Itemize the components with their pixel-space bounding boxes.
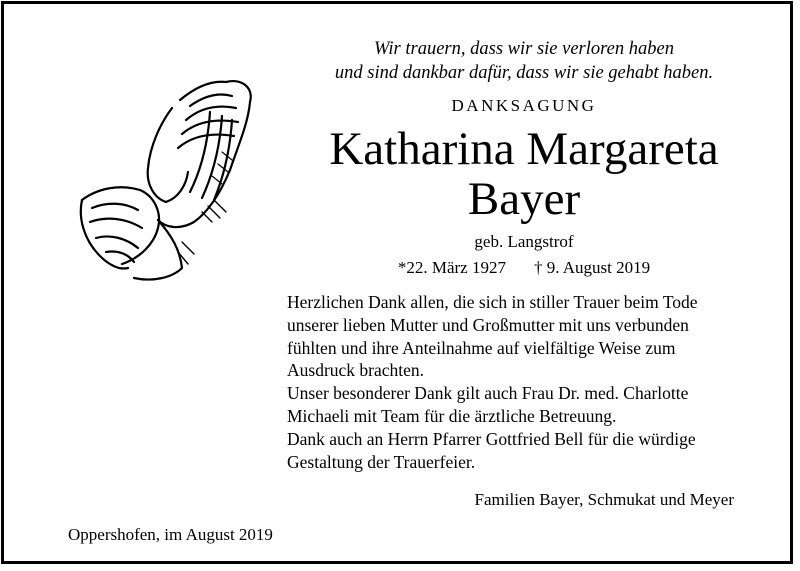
text-line: Gestaltung der Trauerfeier.	[287, 451, 476, 472]
deceased-name	[274, 124, 774, 224]
motto	[274, 37, 774, 85]
death-date: † 9. August 2019	[533, 258, 651, 277]
text-line: Unser besonderer Dank gilt auch Frau Dr. med. Charlotte	[287, 383, 689, 404]
name-line-2: Bayer	[467, 173, 581, 225]
text-line: Herzlichen Dank allen, die sich in stiller Trauer beim Tode	[287, 292, 698, 312]
text-line: unserer lieben Mutter und Großmutter mit uns verbunden	[287, 314, 689, 335]
text-line: Ausdruck brachten.	[287, 360, 425, 381]
life-dates	[274, 258, 774, 278]
thanks-text	[287, 291, 777, 473]
motto-line: und sind dankbar dafür, dass wir sie gehabt haben.	[334, 63, 714, 83]
place-date: Oppershofen, im August 2019	[68, 525, 273, 544]
text-line: Dank auch an Herrn Pfarrer Gottfried Bell für die würdige	[287, 428, 696, 449]
text-line: fühlten und ihre Anteilnahme auf vielfältige Weise zum	[287, 337, 676, 358]
birth-name: geb. Langstrof	[474, 232, 574, 251]
heading: DANKSAGUNG	[451, 96, 597, 115]
text-line: Michaeli mit Team für die ärztliche Betreuung.	[287, 405, 617, 426]
praying-hands-icon	[62, 72, 262, 288]
motto-line: Wir trauern, dass wir sie verloren haben	[374, 39, 674, 59]
name-line-1: Katharina Margareta	[329, 123, 719, 175]
families-signature: Familien Bayer, Schmukat und Meyer	[474, 490, 734, 509]
obituary-frame	[1, 1, 793, 564]
birth-date: *22. März 1927	[397, 258, 506, 277]
